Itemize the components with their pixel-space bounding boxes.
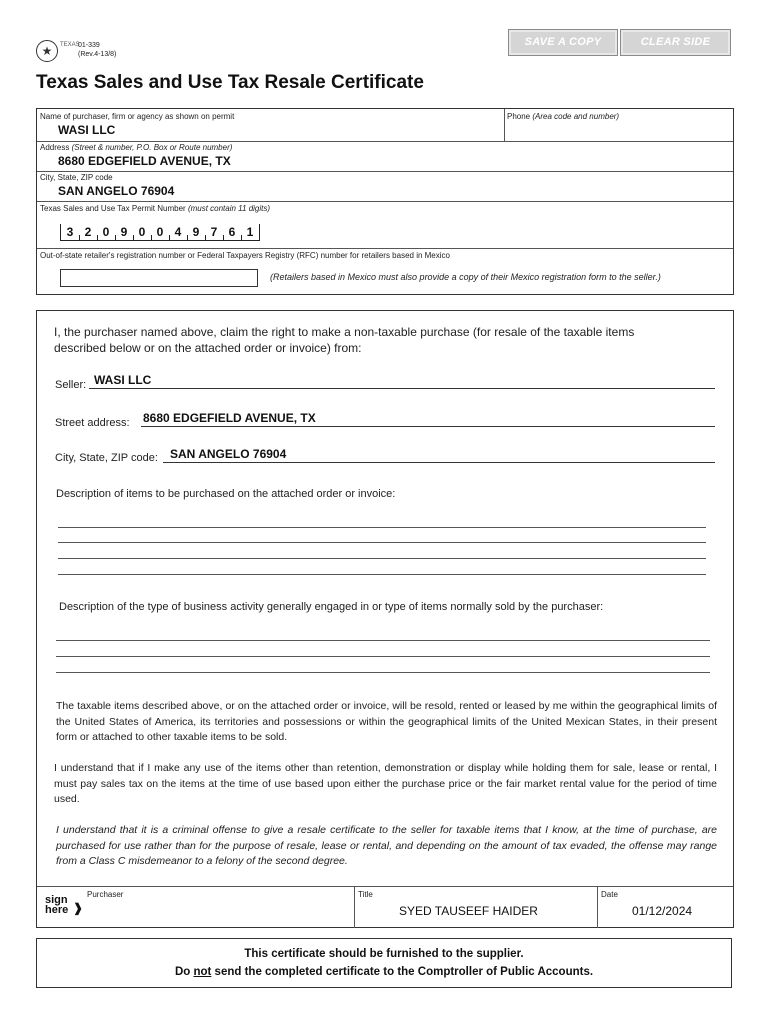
blank-line bbox=[58, 558, 706, 559]
blank-line bbox=[56, 672, 710, 673]
blank-line bbox=[58, 542, 706, 543]
footer-line-1: This certificate should be furnished to the supplier. bbox=[244, 948, 524, 960]
blank-line bbox=[58, 574, 706, 575]
permit-number-field[interactable] bbox=[60, 224, 260, 241]
date-label: Date bbox=[601, 890, 618, 899]
texas-seal-icon: ★ bbox=[36, 40, 58, 62]
address-label: Address (Street & number, P.O. Box or Route number) bbox=[40, 143, 233, 152]
permit-digit: 0 bbox=[133, 224, 151, 240]
permit-digit: 0 bbox=[151, 224, 169, 240]
form-revision: (Rev.4-13/8) bbox=[78, 51, 117, 58]
permit-digit: 2 bbox=[79, 224, 97, 240]
rfc-note: (Retailers based in Mexico must also provide a copy of their Mexico registration form to the seller.) bbox=[270, 272, 661, 282]
city-state-zip-label: City, State, ZIP code bbox=[40, 173, 113, 182]
divider bbox=[37, 886, 733, 887]
footer-line-2: Do not send the completed certificate to the Comptroller of Public Accounts. bbox=[174, 966, 594, 978]
phone-label: Phone (Area code and number) bbox=[507, 112, 620, 121]
seller-city-underline bbox=[163, 462, 715, 463]
business-activity-label: Description of the type of business activity generally engaged in or type of items normally sold by the purchaser: bbox=[59, 601, 604, 613]
street-address-underline bbox=[141, 426, 715, 427]
seller-label: Seller: bbox=[55, 379, 87, 391]
rfc-label: Out-of-state retailer's registration number or Federal Taxpayers Registry (RFC) number for retailers based in Mexico bbox=[40, 251, 450, 260]
city-state-zip-field[interactable]: SAN ANGELO 76904 bbox=[58, 184, 175, 198]
purchaser-info-box bbox=[36, 108, 734, 295]
street-address-label: Street address: bbox=[55, 417, 130, 429]
permit-digit: 7 bbox=[205, 224, 223, 240]
permit-digit: 6 bbox=[223, 224, 241, 240]
permit-digit: 0 bbox=[97, 224, 115, 240]
divider bbox=[37, 248, 733, 249]
seal-text: TEXAS bbox=[60, 42, 80, 48]
divider bbox=[37, 201, 733, 202]
seller-field[interactable]: WASI LLC bbox=[94, 373, 152, 387]
permit-number-label: Texas Sales and Use Tax Permit Number (must contain 11 digits) bbox=[40, 204, 271, 213]
page-title: Texas Sales and Use Tax Resale Certificate bbox=[36, 72, 424, 93]
title-label: Title bbox=[358, 890, 373, 899]
sign-arrow-icon: ❱ bbox=[73, 901, 84, 915]
date-field[interactable]: 01/12/2024 bbox=[632, 904, 693, 918]
blank-line bbox=[56, 640, 710, 641]
divider bbox=[597, 886, 598, 928]
blank-line bbox=[58, 527, 706, 528]
rfc-number-field[interactable] bbox=[60, 269, 258, 287]
form-number-block bbox=[60, 41, 80, 50]
items-description-label: Description of items to be purchased on the attached order or invoice: bbox=[56, 488, 396, 500]
address-field[interactable]: 8680 EDGEFIELD AVENUE, TX bbox=[58, 154, 231, 168]
divider bbox=[37, 171, 733, 172]
seller-underline bbox=[89, 388, 715, 389]
title-field[interactable]: SYED TAUSEEF HAIDER bbox=[399, 904, 538, 918]
blank-line bbox=[56, 656, 710, 657]
divider bbox=[354, 886, 355, 928]
divider bbox=[504, 109, 505, 141]
divider bbox=[37, 141, 733, 142]
footer-notice bbox=[36, 938, 732, 988]
use-tax-statement: I understand that if I make any use of the items other than retention, demonstration or display while holding them for sale, lease or rental, I must pay sales tax on the items at the time of use based upon either the purchase price or the fair market rental value for the period of time used. bbox=[54, 762, 717, 805]
here-text: here bbox=[45, 904, 69, 916]
permit-digit: 1 bbox=[241, 224, 259, 240]
resale-statement: The taxable items described above, or on the attached order or invoice, will be resold, rented or leased by me within the geographical limits of the United States of America, its territories and possessions or within the geographical limits of the United Mexican States, in their present form or attached to other taxable items to be sold. bbox=[56, 700, 717, 743]
purchaser-name-label: Name of purchaser, firm or agency as shown on permit bbox=[40, 112, 235, 121]
phone-field[interactable] bbox=[517, 123, 717, 138]
seller-city-label: City, State, ZIP code: bbox=[55, 452, 158, 464]
save-a-copy-button[interactable]: SAVE A COPY bbox=[508, 29, 618, 56]
form-number-text bbox=[78, 41, 116, 59]
sign-here-badge bbox=[45, 895, 68, 915]
permit-digit: 9 bbox=[187, 224, 205, 240]
purchaser-name-field[interactable]: WASI LLC bbox=[58, 123, 116, 137]
seller-city-field[interactable]: SAN ANGELO 76904 bbox=[170, 447, 287, 461]
intro-text: I, the purchaser named above, claim the right to make a non-taxable purchase (for resale of the taxable items described below or on the attached order or invoice) from: bbox=[54, 325, 635, 355]
permit-digit: 3 bbox=[66, 225, 74, 239]
clear-side-button[interactable]: CLEAR SIDE bbox=[620, 29, 731, 56]
certificate-box bbox=[36, 310, 734, 928]
sign-text: sign bbox=[45, 894, 68, 906]
criminal-offense-statement: I understand that it is a criminal offense to give a resale certificate to the seller for taxable items that I know, at the time of purchase, are purchased for use rather than for the purpose of resale, lease or rental, and depending on the amount of tax evaded, the offense may range from a Class C misdemeanor to a felony of the second degree. bbox=[56, 824, 717, 867]
purchaser-signature-label: Purchaser bbox=[87, 890, 124, 899]
street-address-field[interactable]: 8680 EDGEFIELD AVENUE, TX bbox=[143, 411, 316, 425]
permit-digit: 4 bbox=[169, 224, 187, 240]
form-number: 01-339 bbox=[78, 42, 100, 49]
purchaser-signature-field[interactable] bbox=[87, 903, 347, 923]
permit-digit: 9 bbox=[115, 224, 133, 240]
